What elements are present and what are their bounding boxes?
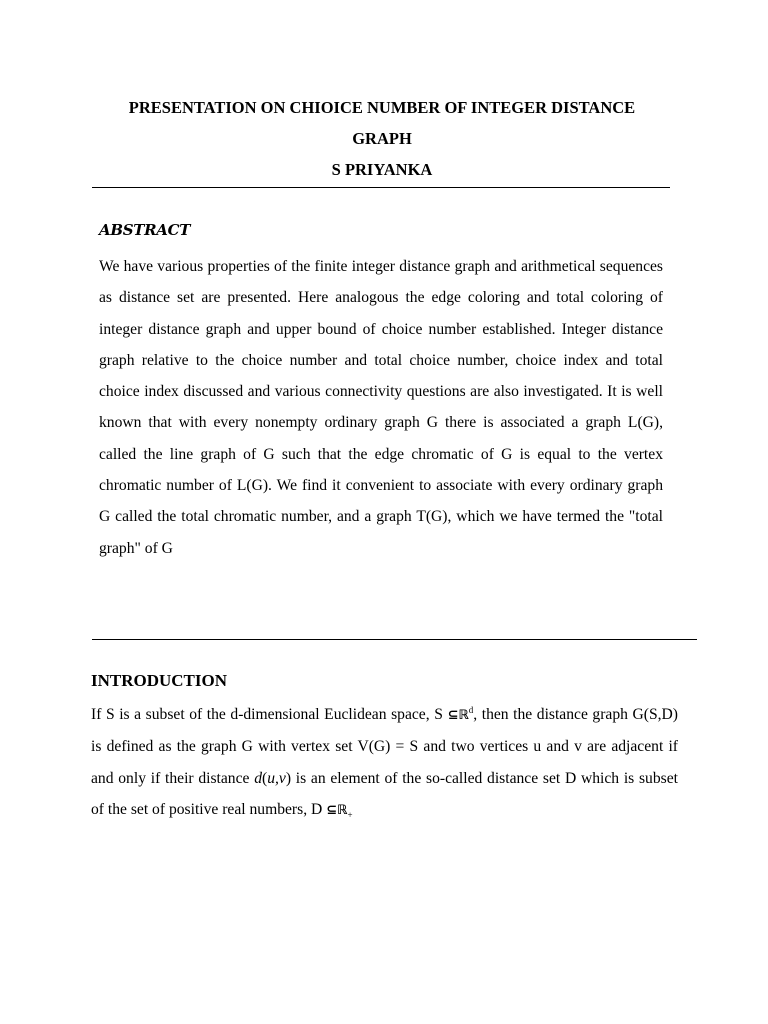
title-line-2: GRAPH: [352, 129, 412, 148]
paper-title-block: [92, 92, 672, 185]
section-divider: [92, 639, 697, 640]
dimension-superscript: d: [468, 704, 474, 715]
distance-args-uv: u,v: [267, 769, 286, 787]
distance-function-d: d: [254, 769, 262, 787]
title-divider: [92, 187, 670, 188]
subset-positive-reals-symbol: ⊆ℝ: [326, 802, 348, 818]
introduction-heading: INTRODUCTION: [91, 671, 228, 690]
introduction-body: [91, 699, 678, 826]
author-name: S PRIYANKA: [331, 160, 433, 179]
positive-subscript: +: [347, 810, 353, 820]
intro-text-2: , then the distance graph G(S,D) is defined as the graph G with vertex set V(G) = S and two vertices u and v are adjacent if and only if their distance: [91, 706, 678, 787]
subset-reals-symbol: ⊆ℝ: [447, 708, 469, 723]
title-line-1: PRESENTATION ON CHIOICE NUMBER OF INTEGER DISTANCE: [128, 98, 636, 117]
intro-text-1: If S is a subset of the d-dimensional Euclidean space, S: [91, 706, 448, 723]
abstract-body: We have various properties of the finite integer distance graph and arithmetical sequences as distance set are presented. Here analogous the edge coloring and total coloring of integer distance graph and upper bound of choice number established. Integer distance graph relative to the choice number and total choice number, choice index and total choice index discussed and various connectivity questions are also investigated. It is well known that with every nonempty ordinary graph G there is associated a graph L(G), called the line graph of G such that the edge chromatic of G is equal to the vertex chromatic number of L(G). We find it convenient to associate with every ordinary graph G called the total chromatic number, and a graph T(G), which we have termed the "total graph" of G: [99, 258, 663, 557]
abstract-heading: ABSTRACT: [99, 221, 191, 239]
intro-text-3: ) is an element of the so-called distance set D which is subset of the set of positive real numbers, D: [91, 769, 678, 818]
paren-open: (: [261, 769, 268, 787]
